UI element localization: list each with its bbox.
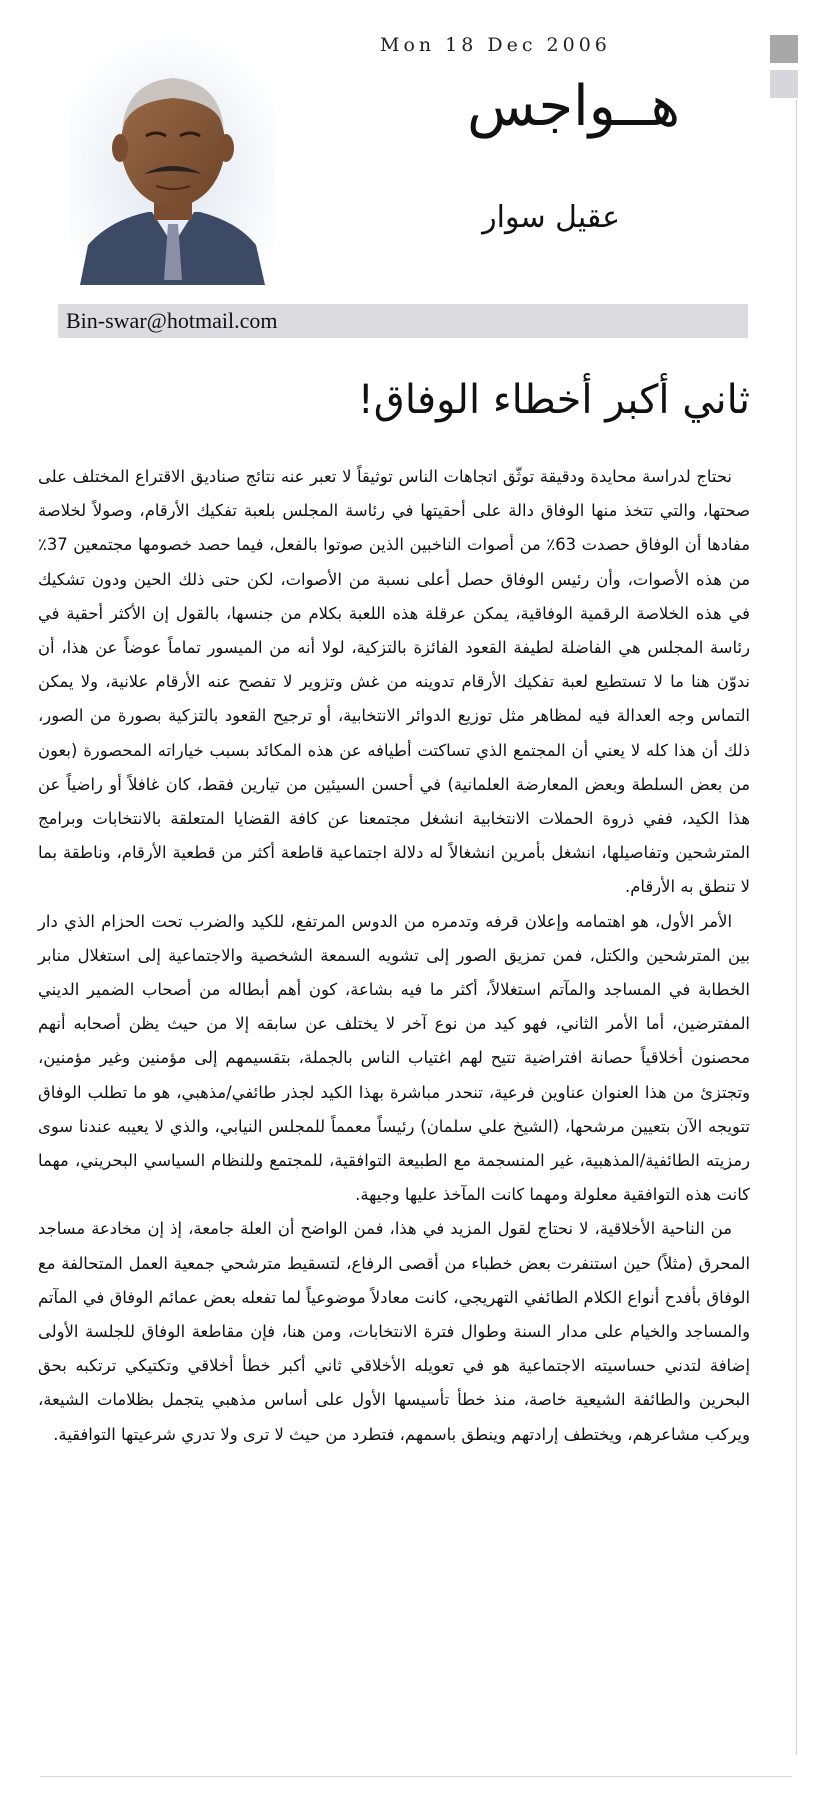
article-body <box>38 460 750 1452</box>
article-paragraph: من الناحية الأخلاقية، لا نحتاج لقول المزيد في هذا، فمن الواضح أن العلة جامعة، إذ إن مخادعة مساجد المحرق (مثلاً) حين استنفرت بعض خطباء من أقصى الرفاع، لتسقيط مترشحي جمعية العمل المتحالفة مع الوفاق بأفدح أنواع الكلام الطائفي التهريجي، كانت معادلاً موضوعياً لما تفعله بعض عمائم الوفاق في المآتم والمساجد والخيام على مدار السنة وطوال فترة الانتخابات، ومن هنا، فإن مقاطعة الوفاق للجلسة الأولى إضافة لتدني حساسيته الاجتماعية هو في تعويله الأخلاقي ثاني أكبر خطأ أخلاقي وتكتيكي ترتكبه بحق البحرين والطائفة الشيعية خاصة، منذ خطأ تأسيسها الأول على أساس مذهبي يتجمل بظلامات الشيعة، ويركب مشاعرهم، ويختطف إرادتهم وينطق باسمهم، فتطرد من حيث لا ترى ولا تدري شرعيتها التوافقية. <box>38 1219 750 1444</box>
page-nav-marker-1[interactable] <box>770 35 798 63</box>
issue-date: Mon 18 Dec 2006 <box>380 34 611 56</box>
article-paragraph: الأمر الأول، هو اهتمامه وإعلان قرفه وتدمره من الدوس المرتفع، للكيد والضرب تحت الحزام الذي دار بين المترشحين والكتل، فمن تمزيق الصور إلى تشويه السمعة الشخصية والاجتماعية إلى استغلال منابر الخطابة في المساجد والمآتم استغلالاً، أكثر ما فيه بشاعة، كون أهم أبطاله من أصحاب الضمير الديني المفترضين، أما الأمر الثاني، فهو كيد من نوع آخر لا يختلف عن سابقه إلا من حيث يظن أصحابه أنهم محصنون أخلاقياً حصانة افتراضية تتيح لهم اغتياب الناس بالجملة، بتقسيمهم إلى مؤمنين وغير مؤمنين، وتجتزئ من هذا العنوان عناوين فرعية، تنحدر مباشرة بهذا الكيد لجذر طائفي/مذهبي، هو ما تطلب الوفاق تتويجه الآن بتعيين مرشحها، (الشيخ علي سلمان) رئيساً معمماً للمجلس النيابي، والذي لا يعيبه عندنا سوى رمزيته الطائفية/المذهبية، غير المنسجمة مع الطبيعة التوافقية، للمجتمع وللنظام السياسي البحريني، مهما كانت هذه التوافقية معلولة ومهما كانت المآخذ عليها وجيهة. <box>38 911 750 1205</box>
article-paragraph: نحتاج لدراسة محايدة ودقيقة توثّق اتجاهات الناس توثيقاً لا تعبر عنه نتائج صناديق الاقتراع المختلف على صحتها، والتي تتخذ منها الوفاق دالة على أحقيتها في رئاسة المجلس بلعبة تفكيك الأرقام، وصولاً لخلاصة مفادها أن الوفاق حصدت 63٪ من أصوات الناخبين الذين صوتوا بالفعل، فيما حصد خصومها مجتمعين 37٪ من هذه الأصوات، وأن رئيس الوفاق حصل أعلى نسبة من الأصوات، لكن حتى ذلك الحين ودون تشكيك في هذه الخلاصة الرقمية الوفاقية، يمكن عرقلة هذه اللعبة بكلام من جنسها، بالقول إن الأكثر أحقية في رئاسة المجلس هي الفاضلة لطيفة القعود الفائزة بالتزكية، لولا أنه من الميسور تماماً عوضاً عن هذا، أن ندوّن هنا ما لا تستطيع لعبة تفكيك الأرقام تدوينه من غش وتزوير لا تفصح عنه الأرقام علانية، ولا يمكن التماس وجه العدالة فيه لمظاهر مثل توزيع الدوائر الانتخابية، أو ترجيح القعود بالتزكية بصورة من الصور، ذلك أن هذا كله لا يعني أن المجتمع الذي تساكتت أطيافه عن هذه المكائد بسبب خياراته المحصورة (بعون من بعض السلطة وبعض المعارضة العلمانية) في أحسن السيئين من تيارين فقط، كان غافلاً أو راضياً عن هذا الكيد، ففي ذروة الحملات الانتخابية انشغل مجتمعنا عن كافة القضايا المتعلقة بالانتخابات وبرامج المترشحين وتفاصيلها، انشغل بأمرين انشغالاً له دلالة اجتماعية قاطعة أكثر من قطعية الأرقام، وناطقة بما لا تنطق به الأرقام. <box>38 467 750 897</box>
email-bar <box>58 304 748 338</box>
author-portrait <box>70 40 275 285</box>
author-name: عقيل سوار <box>482 200 620 235</box>
footer-divider <box>40 1776 792 1777</box>
column-divider <box>796 100 797 1755</box>
column-title: هــواجس <box>467 74 680 139</box>
page-nav-marker-2[interactable] <box>770 70 798 98</box>
author-email-link[interactable]: Bin-swar@hotmail.com <box>66 308 278 333</box>
article-headline: ثاني أكبر أخطاء الوفاق! <box>357 377 750 423</box>
